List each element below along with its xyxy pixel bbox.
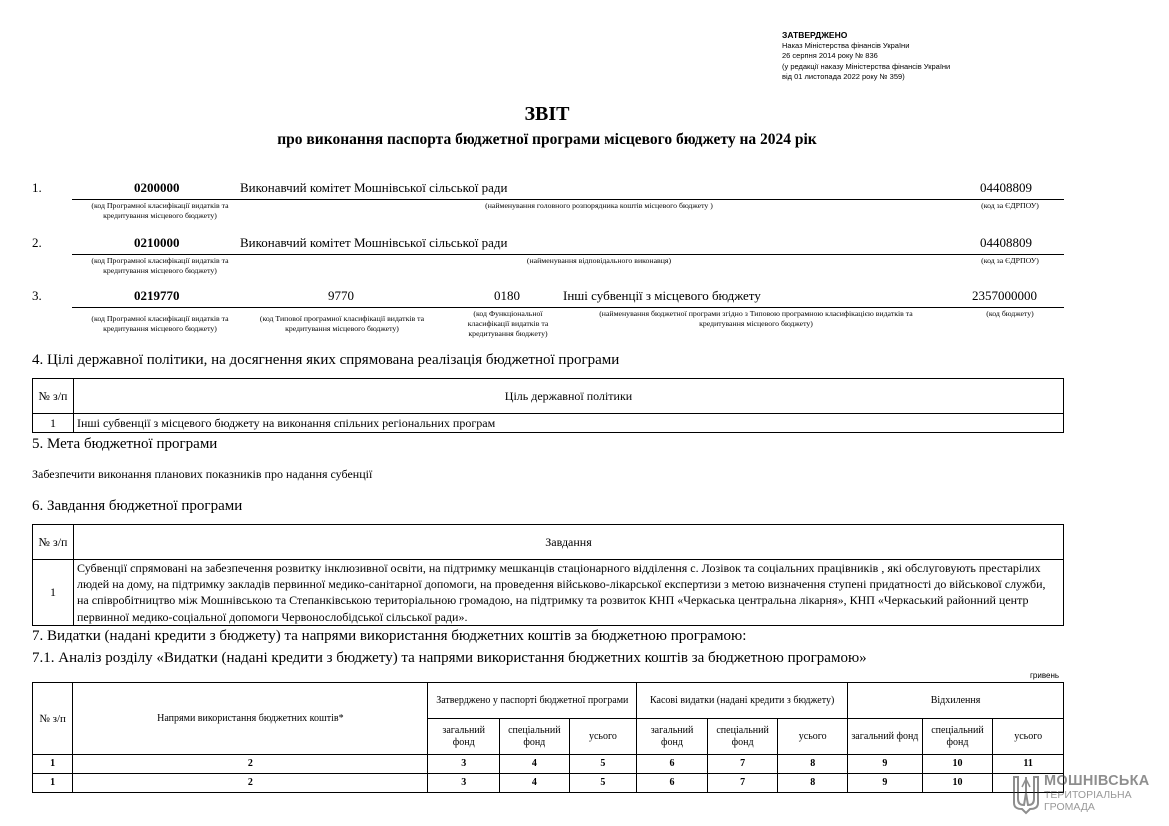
trident-icon — [1010, 773, 1042, 815]
col-task-header: Завдання — [74, 525, 1064, 560]
table-cell: 1 — [33, 774, 73, 793]
task-num: 1 — [33, 560, 74, 626]
section4-heading: 4. Цілі державної політики, на досягнення яких спрямована реалізація бюджетної програми — [32, 352, 620, 368]
row2-edrpou: 04408809 — [980, 235, 1032, 250]
row2-name: Виконавчий комітет Мошнівської сільської ради — [240, 235, 508, 250]
row2-name-caption: (найменування відповідального виконавця) — [526, 256, 672, 265]
table-cell: 4 — [500, 774, 570, 793]
table-cell: 6 — [637, 755, 708, 774]
row3-name-caption: (найменування бюджетної програми згідно з Типовою програмною класифікацією видатків та кредитування місцевого бюджету) — [599, 309, 913, 328]
sub-total-header: усього — [569, 719, 637, 755]
approval-line: Наказ Міністерства фінансів України — [782, 40, 910, 50]
section5-text: Забезпечити виконання планових показників про надання субенції — [32, 467, 373, 481]
sub-special-header: спеціальний фонд — [707, 719, 778, 755]
col-num-header: № з/п — [33, 379, 74, 414]
watermark-line2: ТЕРИТОРІАЛЬНА — [1044, 789, 1132, 801]
table-header-row — [33, 683, 1064, 719]
sub-total-header: усього — [778, 719, 848, 755]
section7-heading: 7. Видатки (надані кредити з бюджету) та напрями використання бюджетних коштів за бюджетною програмою: — [32, 628, 747, 644]
table-cell: 7 — [707, 774, 778, 793]
row3-typical-caption: (код Типової програмної класифікації видатків та кредитування місцевого бюджету) — [259, 314, 425, 333]
row2-code-caption: (код Програмної класифікації видатків та кредитування місцевого бюджету) — [91, 256, 229, 275]
sub-special-header: спеціальний фонд — [922, 719, 993, 755]
table-cell: 2 — [73, 755, 428, 774]
row3-code: 0219770 — [134, 288, 180, 303]
table-cell: 9 — [848, 755, 923, 774]
table-cell: 11 — [993, 755, 1064, 774]
expenditure-table — [32, 682, 1064, 793]
row3-budget-code: 2357000000 — [972, 288, 1037, 303]
group-cash-header: Касові видатки (надані кредити з бюджету) — [637, 683, 848, 719]
tasks-table — [32, 524, 1064, 626]
table-cell: 5 — [569, 755, 637, 774]
row2-number: 2. — [32, 235, 42, 250]
watermark-line1: МОШНІВСЬКА — [1044, 773, 1150, 789]
col-num-header: № з/п — [33, 525, 74, 560]
watermark-line3: ГРОМАДА — [1044, 801, 1095, 813]
row1-code: 0200000 — [134, 180, 180, 195]
table-row — [33, 560, 1064, 626]
community-watermark — [1010, 773, 1160, 815]
table-cell: 8 — [778, 755, 848, 774]
row1-edrpou-caption: (код за ЄДРПОУ) — [981, 201, 1039, 210]
row1-name: Виконавчий комітет Мошнівської сільської ради — [240, 180, 508, 195]
approval-line: 26 серпня 2014 року № 836 — [782, 51, 878, 60]
table-cell: 1 — [33, 755, 73, 774]
col-goal-header: Ціль державної політики — [74, 379, 1064, 414]
table-cell: 6 — [637, 774, 708, 793]
approval-line: від 01 листопада 2022 року № 359) — [782, 72, 905, 81]
unit-label: гривень — [1030, 671, 1060, 680]
table-cell: 10 — [922, 755, 993, 774]
row3-func-code: 0180 — [494, 288, 520, 303]
goal-num: 1 — [33, 414, 74, 433]
row2-underline — [72, 254, 1064, 255]
sub-general-header: загальний фонд — [428, 719, 500, 755]
col-num-header: № з/п — [33, 683, 73, 755]
row2-code: 0210000 — [134, 235, 180, 250]
sub-special-header: спеціальний фонд — [500, 719, 570, 755]
table-cell: 3 — [428, 755, 500, 774]
row1-number: 1. — [32, 180, 42, 195]
row1-code-caption: (код Програмної класифікації видатків та кредитування місцевого бюджету) — [91, 201, 229, 220]
table-cell: 9 — [848, 774, 923, 793]
row3-underline — [72, 307, 1064, 308]
table-cell: 4 — [500, 755, 570, 774]
report-subtitle: про виконання паспорта бюджетної програми місцевого бюджету на 2024 рік — [277, 131, 817, 148]
approval-line: (у редакції наказу Міністерства фінансів України — [782, 61, 951, 71]
report-title: ЗВІТ — [524, 103, 570, 125]
section6-heading: 6. Завдання бюджетної програми — [32, 498, 243, 514]
table-row — [33, 774, 1064, 793]
table-cell: 10 — [922, 774, 993, 793]
approval-stamp — [782, 30, 950, 83]
table-cell: 5 — [569, 774, 637, 793]
table-header-row — [33, 525, 1064, 560]
row3-typical-code: 9770 — [328, 288, 354, 303]
row3-budget-caption: (код бюджету) — [986, 309, 1034, 318]
sub-general-header: загальний фонд — [637, 719, 708, 755]
sub-general-header: загальний фонд — [848, 719, 923, 755]
group-approved-header: Затверджено у паспорті бюджетної програми — [428, 683, 637, 719]
table-cell: 8 — [778, 774, 848, 793]
table-header-row — [33, 379, 1064, 414]
row3-func-caption: (код Функціональної класифікації видатків та кредитування бюджету) — [467, 309, 549, 338]
section5-heading: 5. Мета бюджетної програми — [32, 436, 218, 452]
goals-table — [32, 378, 1064, 433]
row3-number: 3. — [32, 288, 42, 303]
row1-underline — [72, 199, 1064, 200]
row3-name: Інші субвенції з місцевого бюджету — [563, 288, 761, 303]
sub-total-header: усього — [993, 719, 1064, 755]
table-row — [33, 414, 1064, 433]
task-text: Субвенції спрямовані на забезпечення розвитку інклюзивної освіти, на підтримку мешканців стаціонарного відділення с. Лозівок та соціальних працівників , які обслуговують престарілих людей на дому, на підтримку закладів первинної медико-санітарної допомоги, на проведення військово-лікарської експертизи з метою визначення ступені придатності до військової служби, на співробітництво між Мошнівською та Степанківською територіальною громадою, на підтримку та розвиток КНП «Черкаська центральна лікарня», КНП «Черкаський районний центр первинної медико-соціальної допомоги Червонослобідської сільської ради». — [74, 560, 1064, 626]
table-row — [33, 755, 1064, 774]
row3-code-caption: (код Програмної класифікації видатків та кредитування місцевого бюджету) — [91, 314, 229, 333]
row1-name-caption: (найменування головного розпорядника коштів місцевого бюджету ) — [485, 201, 713, 210]
table-cell: 7 — [707, 755, 778, 774]
row1-edrpou: 04408809 — [980, 180, 1032, 195]
group-deviation-header: Відхилення — [848, 683, 1064, 719]
col-direction-header: Напрями використання бюджетних коштів* — [73, 683, 428, 755]
table-cell: 3 — [428, 774, 500, 793]
section7-1-heading: 7.1. Аналіз розділу «Видатки (надані кредити з бюджету) та напрями використання бюджетних коштів за бюджетною програмою» — [32, 650, 867, 666]
goal-text: Інші субвенції з місцевого бюджету на виконання спільних регіональних програм — [74, 414, 1064, 433]
table-cell: 2 — [73, 774, 428, 793]
row2-edrpou-caption: (код за ЄДРПОУ) — [981, 256, 1039, 265]
approval-title: ЗАТВЕРДЖЕНО — [782, 30, 848, 40]
